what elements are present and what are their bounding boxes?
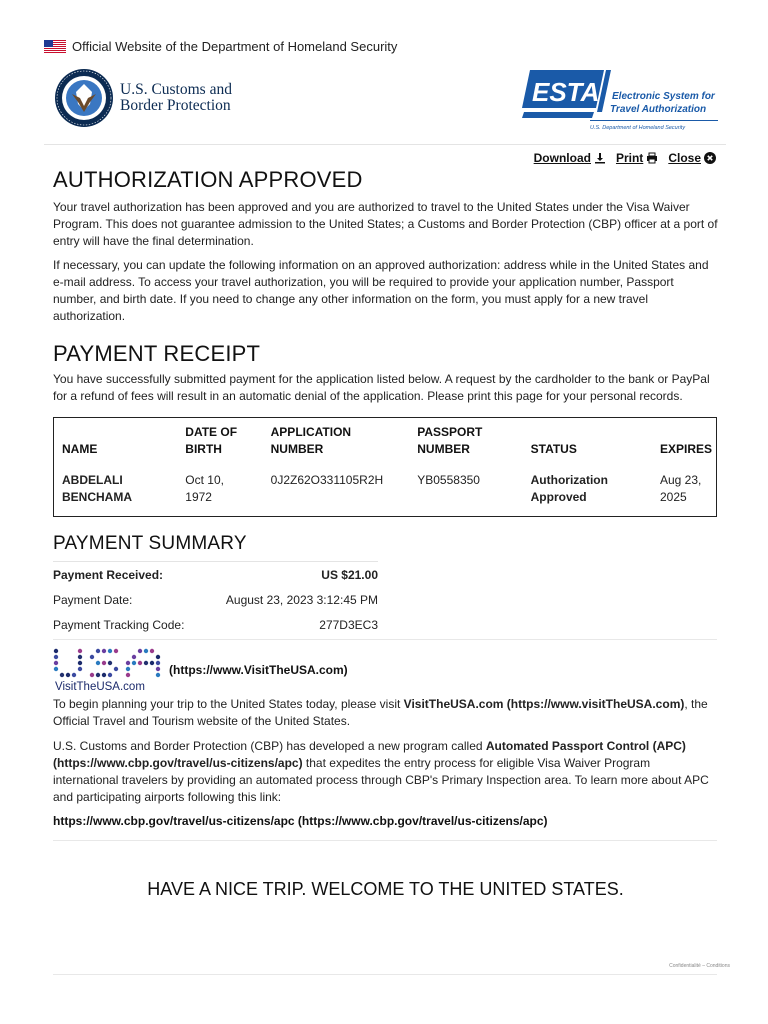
summary-row-date: [53, 587, 378, 612]
esta-line3: U.S. Department of Homeland Security: [590, 125, 686, 131]
logo-dot: [90, 655, 94, 659]
cell-dob: [177, 464, 262, 517]
col-name-label: NAME: [62, 442, 98, 456]
col-passport: [409, 418, 522, 465]
col-status: [523, 418, 652, 465]
col-expires-label: EXPIRES: [659, 442, 712, 456]
footer-note: Confidentialité – Conditions: [669, 963, 730, 969]
visit-text-pre: To begin planning your trip to the United States today, please visit: [53, 697, 404, 711]
logo-dot: [114, 667, 118, 671]
logo-dot: [144, 661, 148, 665]
us-flag-icon: [44, 40, 66, 53]
apc-text-post: that expedites the entry process for eligible Visa Waiver Program international travelers by providing an automated process through CBP's Primary Inspection area. To learn more about APC and participating airports following this link:: [53, 756, 709, 804]
logo-dot: [156, 673, 160, 677]
logo-dot: [114, 649, 118, 653]
logo-dot: [78, 661, 82, 665]
col-pass-line2: NUMBER: [417, 442, 470, 456]
logo-dot: [156, 655, 160, 659]
col-dob: [177, 418, 262, 465]
close-icon: [704, 152, 716, 164]
logo-dot: [126, 661, 130, 665]
esta-mark: ESTA: [532, 77, 600, 107]
receipt-table: [53, 417, 717, 517]
col-name: [54, 418, 178, 465]
cell-name: [54, 464, 178, 517]
download-label: Download: [533, 151, 591, 165]
logo-dot: [150, 661, 154, 665]
logo-dot: [126, 673, 130, 677]
print-label: Print: [615, 151, 644, 165]
cell-application-number: 0J2Z62O331105R2H: [270, 473, 384, 487]
gov-banner-text: Official Website of the Department of Homeland Security: [72, 38, 398, 54]
cell-dob-line1: Oct 10,: [185, 473, 224, 487]
logo-dot: [132, 661, 136, 665]
summary-row-tracking: [53, 612, 378, 637]
visit-usa-link[interactable]: (https://www.VisitTheUSA.com): [169, 663, 348, 677]
logo-dot: [72, 673, 76, 677]
logo-dot: [156, 667, 160, 671]
approval-title: AUTHORIZATION APPROVED: [53, 167, 363, 192]
visit-text-link[interactable]: VisitTheUSA.com (https://www.visitTheUSA.com): [403, 697, 685, 711]
logo-dot: [150, 649, 154, 653]
logo-dot: [60, 673, 64, 677]
download-icon: [594, 152, 606, 164]
visit-usa-logo[interactable]: [53, 648, 167, 692]
col-app-line2: NUMBER: [270, 442, 324, 456]
cell-expires: [652, 464, 717, 517]
toolbar: [534, 151, 716, 165]
closing-message: HAVE A NICE TRIP. WELCOME TO THE UNITED STATES.: [147, 879, 624, 899]
logo-dot: [96, 661, 100, 665]
logo-dot: [138, 649, 142, 653]
section-divider: [53, 840, 717, 841]
esta-logo[interactable]: [518, 68, 722, 132]
cell-status: [523, 464, 652, 517]
visit-text-post: , the Official Travel and Tourism website of the United States.: [53, 697, 708, 728]
table-row: [54, 464, 717, 517]
logo-dot: [156, 661, 160, 665]
logo-dot: [96, 649, 100, 653]
cell-name-line2: BENCHAMA: [62, 490, 132, 504]
summary-title: PAYMENT SUMMARY: [53, 533, 247, 554]
cbp-logo[interactable]: [54, 68, 232, 128]
col-status-label: STATUS: [530, 442, 577, 456]
close-button[interactable]: [668, 151, 716, 165]
approval-paragraph-2: If necessary, you can update the following information on an approved authorization: address while in the United States and e-mail address. To access your travel authorization, you will be required to provide your application number, Passport number, and birth date. If you need to change any other information on the form, you must apply for a new travel authorization.: [53, 258, 709, 323]
cell-dob-line2: 1972: [185, 490, 212, 504]
tracking-label: Payment Tracking Code:: [53, 617, 185, 632]
close-label: Close: [668, 151, 701, 165]
main-content: [53, 166, 718, 903]
printer-icon: [646, 152, 658, 164]
logo-dot: [102, 649, 106, 653]
payment-summary: [53, 561, 378, 637]
logo-dot: [102, 661, 106, 665]
logo-dot: [90, 673, 94, 677]
logo-dot: [54, 655, 58, 659]
summary-row-received: [53, 562, 378, 587]
visit-paragraph: [53, 696, 718, 730]
logo-dot: [66, 673, 70, 677]
esta-line2: Travel Authorization: [610, 104, 707, 115]
col-expires: [652, 418, 717, 465]
date-label: Payment Date:: [53, 592, 133, 607]
visit-usa-banner: [53, 646, 718, 694]
logo-dot: [126, 667, 130, 671]
print-button[interactable]: [616, 151, 658, 165]
visit-usa-logo-text: VisitTheUSA.com: [55, 681, 145, 692]
apc-link[interactable]: https://www.cbp.gov/travel/us-citizens/apc (https://www.cbp.gov/travel/us-citizens/apc): [53, 814, 548, 828]
receipt-title: PAYMENT RECEIPT: [53, 341, 261, 366]
received-value: US $21.00: [321, 567, 378, 582]
logo-dot: [108, 661, 112, 665]
logo-dot: [54, 661, 58, 665]
apc-paragraph: [53, 738, 718, 806]
cbp-wordmark-line2: Border Protection: [120, 97, 231, 114]
cell-status-line2: Approved: [530, 490, 587, 504]
cell-expires-line2: 2025: [659, 490, 687, 504]
logo-dot: [78, 649, 82, 653]
cbp-wordmark: [120, 82, 232, 114]
receipt-intro: You have successfully submitted payment for the application listed below. A request by the cardholder to the bank or PayPal for a refund of fees will result in an automatic denial of the application. Please print this page for your personal records.: [53, 372, 710, 403]
col-application: [263, 418, 410, 465]
apc-text-link[interactable]: Automated Passport Control (APC) (https://www.cbp.gov/travel/us-citizens/apc): [53, 739, 686, 770]
logo-dot: [132, 655, 136, 659]
cell-passport-number: YB0558350: [417, 473, 480, 487]
site-header: [44, 64, 726, 145]
logo-dot: [108, 649, 112, 653]
bottom-divider: [53, 974, 717, 975]
download-button[interactable]: [534, 151, 606, 165]
section-divider: [53, 639, 717, 640]
receipt-header-row: [54, 418, 717, 465]
apc-text-pre: U.S. Customs and Border Protection (CBP) has developed a new program called: [53, 739, 486, 753]
col-dob-line1: DATE OF: [185, 425, 238, 439]
approval-paragraph-1: Your travel authorization has been approved and you are authorized to travel to the United States under the Visa Waiver Program. This does not guarantee admission to the United States; a Customs and Border Protection (CBP) officer at a port of entry will have the final determination.: [53, 200, 718, 248]
date-value: August 23, 2023 3:12:45 PM: [225, 592, 378, 607]
logo-dot: [96, 673, 100, 677]
cell-expires-line1: Aug 23,: [659, 473, 702, 487]
cell-name-line1: ABDELALI: [62, 473, 123, 487]
dhs-seal-icon: [54, 68, 114, 128]
received-label: Payment Received:: [53, 567, 164, 582]
logo-dot: [138, 661, 142, 665]
logo-dot: [78, 655, 82, 659]
logo-dot: [54, 649, 58, 653]
esta-line1: Electronic System for: [612, 91, 715, 102]
logo-dot: [108, 673, 112, 677]
cell-status-line1: Authorization: [530, 473, 608, 487]
logo-dot: [54, 667, 58, 671]
logo-dot: [144, 649, 148, 653]
logo-dot: [102, 673, 106, 677]
col-app-line1: APPLICATION: [270, 425, 352, 439]
col-dob-line2: BIRTH: [185, 442, 222, 456]
cbp-wordmark-line1: U.S. Customs and: [120, 81, 232, 98]
logo-dot: [78, 667, 82, 671]
tracking-value: 277D3EC3: [319, 617, 378, 632]
col-pass-line1: PASSPORT: [417, 425, 483, 439]
gov-banner: [44, 38, 397, 54]
